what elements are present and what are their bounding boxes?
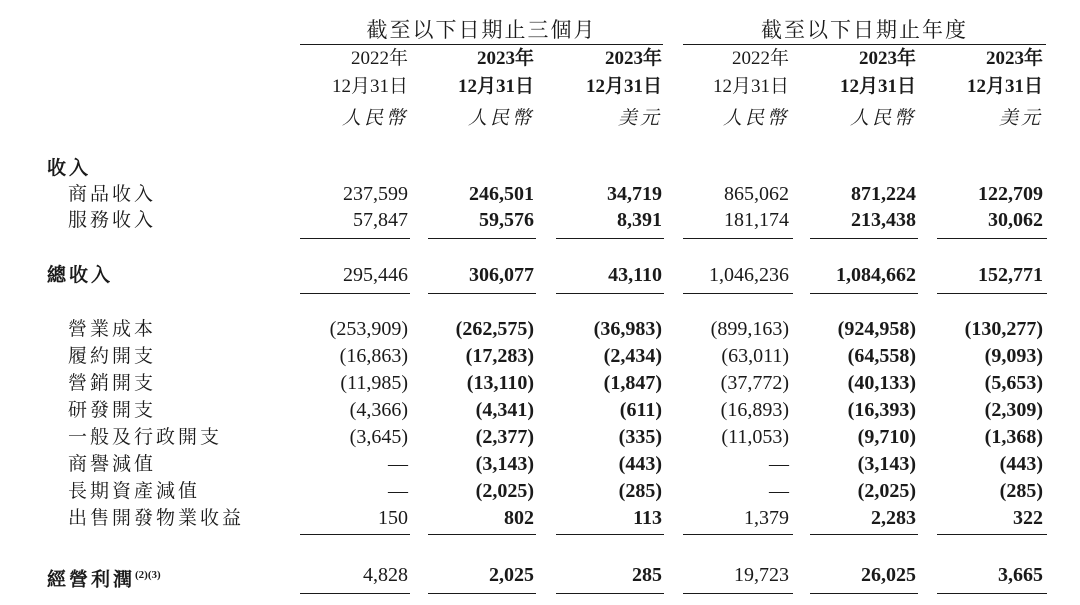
cell: 237,599 <box>343 183 408 205</box>
column-date: 12月31日 <box>712 76 789 97</box>
cell: (3,645) <box>349 426 408 448</box>
column-date: 12月31日 <box>331 76 408 97</box>
cell: 2,283 <box>871 507 916 529</box>
cell: (37,772) <box>720 372 789 394</box>
subtotal-rule <box>683 238 793 239</box>
total-rule <box>937 293 1047 294</box>
cell: 59,576 <box>479 209 534 231</box>
cell: 4,828 <box>363 564 408 586</box>
cell: (9,710) <box>857 426 916 448</box>
cell: (335) <box>618 426 662 448</box>
row-label: 長期資產減值 <box>68 480 201 502</box>
column-date: 12月31日 <box>966 76 1043 97</box>
cell: (16,893) <box>720 399 789 421</box>
cell: (2,025) <box>857 480 916 502</box>
cell: 8,391 <box>617 209 662 231</box>
total-rule <box>810 293 918 294</box>
subtotal-rule <box>937 238 1047 239</box>
cell: 150 <box>378 507 408 529</box>
cell: 19,723 <box>734 564 789 586</box>
subtotal-rule <box>937 534 1047 535</box>
cell: (285) <box>999 480 1043 502</box>
cell: (4,366) <box>349 399 408 421</box>
column-currency: 美元 <box>617 107 662 129</box>
cell: (40,133) <box>847 372 916 394</box>
subtotal-rule <box>428 534 536 535</box>
group-rule-three-months <box>300 44 663 45</box>
cell: 113 <box>633 507 662 529</box>
cell: (11,053) <box>721 426 789 448</box>
column-year: 2022年 <box>350 48 408 69</box>
cell: (253,909) <box>329 318 408 340</box>
total-rule <box>683 293 793 294</box>
cell: (899,163) <box>710 318 789 340</box>
row-label: 商譽減值 <box>68 453 157 475</box>
column-currency: 人民幣 <box>341 107 408 129</box>
cell: 871,224 <box>851 183 916 205</box>
cell: 3,665 <box>998 564 1043 586</box>
total-rule <box>428 593 536 594</box>
cell: (443) <box>618 453 662 475</box>
cell: — <box>769 480 789 502</box>
cell: (36,983) <box>593 318 662 340</box>
group-rule-year <box>683 44 1046 45</box>
row-label: 服務收入 <box>68 209 157 231</box>
row-label: 商品收入 <box>68 183 157 205</box>
column-date: 12月31日 <box>839 76 916 97</box>
total-rule <box>937 593 1047 594</box>
cell: (611) <box>619 399 662 421</box>
row-label: 營業成本 <box>68 318 157 340</box>
column-year: 2023年 <box>476 48 534 69</box>
cell: (285) <box>618 480 662 502</box>
cell: 865,062 <box>724 183 789 205</box>
cell: 1,046,236 <box>709 264 789 286</box>
row-label: 出售開發物業收益 <box>68 507 245 529</box>
cell: (3,143) <box>857 453 916 475</box>
subtotal-rule <box>428 238 536 239</box>
subtotal-rule <box>556 238 664 239</box>
cell: (63,011) <box>721 345 789 367</box>
cell: 122,709 <box>978 183 1043 205</box>
total-rule <box>428 293 536 294</box>
cell: 285 <box>632 564 662 586</box>
row-label <box>47 562 161 592</box>
column-date: 12月31日 <box>457 76 534 97</box>
cell: (924,958) <box>837 318 916 340</box>
cell: 30,062 <box>988 209 1043 231</box>
cell: 34,719 <box>607 183 662 205</box>
subtotal-rule <box>300 238 410 239</box>
group-header-year: 截至以下日期止年度 <box>761 18 968 42</box>
section-title-revenue: 收入 <box>47 157 92 179</box>
column-currency: 人民幣 <box>722 107 789 129</box>
row-label-text: 經營利潤 <box>47 568 136 591</box>
cell: 57,847 <box>353 209 408 231</box>
subtotal-rule <box>810 238 918 239</box>
row-label: 一般及行政開支 <box>68 426 223 448</box>
cell: — <box>388 453 408 475</box>
column-date: 12月31日 <box>585 76 662 97</box>
cell: 213,438 <box>851 209 916 231</box>
cell: (2,377) <box>475 426 534 448</box>
subtotal-rule <box>683 534 793 535</box>
cell: (16,863) <box>339 345 408 367</box>
cell: (2,025) <box>475 480 534 502</box>
cell: 26,025 <box>861 564 916 586</box>
column-year: 2022年 <box>731 48 789 69</box>
cell: 246,501 <box>469 183 534 205</box>
total-rule <box>683 593 793 594</box>
cell: 181,174 <box>724 209 789 231</box>
footnote-ref: (2)(3) <box>135 569 161 581</box>
subtotal-rule <box>810 534 918 535</box>
subtotal-rule <box>300 534 410 535</box>
total-rule <box>556 593 664 594</box>
row-label: 總收入 <box>47 264 114 286</box>
cell: 1,379 <box>744 507 789 529</box>
cell: 152,771 <box>978 264 1043 286</box>
cell: 2,025 <box>489 564 534 586</box>
cell: (2,309) <box>984 399 1043 421</box>
cell: 1,084,662 <box>836 264 916 286</box>
cell: (1,368) <box>984 426 1043 448</box>
cell: — <box>769 453 789 475</box>
cell: (17,283) <box>465 345 534 367</box>
cell: (5,653) <box>984 372 1043 394</box>
total-rule <box>300 593 410 594</box>
cell: — <box>388 480 408 502</box>
cell: (9,093) <box>984 345 1043 367</box>
cell: 43,110 <box>608 264 662 286</box>
cell: 322 <box>1013 507 1043 529</box>
cell: 295,446 <box>343 264 408 286</box>
cell: (2,434) <box>603 345 662 367</box>
total-rule <box>300 293 410 294</box>
column-currency: 美元 <box>998 107 1043 129</box>
column-year: 2023年 <box>604 48 662 69</box>
subtotal-rule <box>556 534 664 535</box>
row-label: 研發開支 <box>68 399 157 421</box>
cell: (1,847) <box>603 372 662 394</box>
column-year: 2023年 <box>858 48 916 69</box>
cell: (443) <box>999 453 1043 475</box>
row-label: 履約開支 <box>68 345 157 367</box>
cell: (4,341) <box>475 399 534 421</box>
row-label: 營銷開支 <box>68 372 157 394</box>
cell: (13,110) <box>466 372 534 394</box>
cell: (64,558) <box>847 345 916 367</box>
total-rule <box>810 593 918 594</box>
column-currency: 人民幣 <box>849 107 916 129</box>
cell: (11,985) <box>340 372 408 394</box>
cell: 802 <box>504 507 534 529</box>
column-currency: 人民幣 <box>467 107 534 129</box>
column-year: 2023年 <box>985 48 1043 69</box>
group-header-three-months: 截至以下日期止三個月 <box>366 18 597 42</box>
cell: (130,277) <box>964 318 1043 340</box>
total-rule <box>556 293 664 294</box>
cell: 306,077 <box>469 264 534 286</box>
cell: (16,393) <box>847 399 916 421</box>
cell: (262,575) <box>455 318 534 340</box>
cell: (3,143) <box>475 453 534 475</box>
